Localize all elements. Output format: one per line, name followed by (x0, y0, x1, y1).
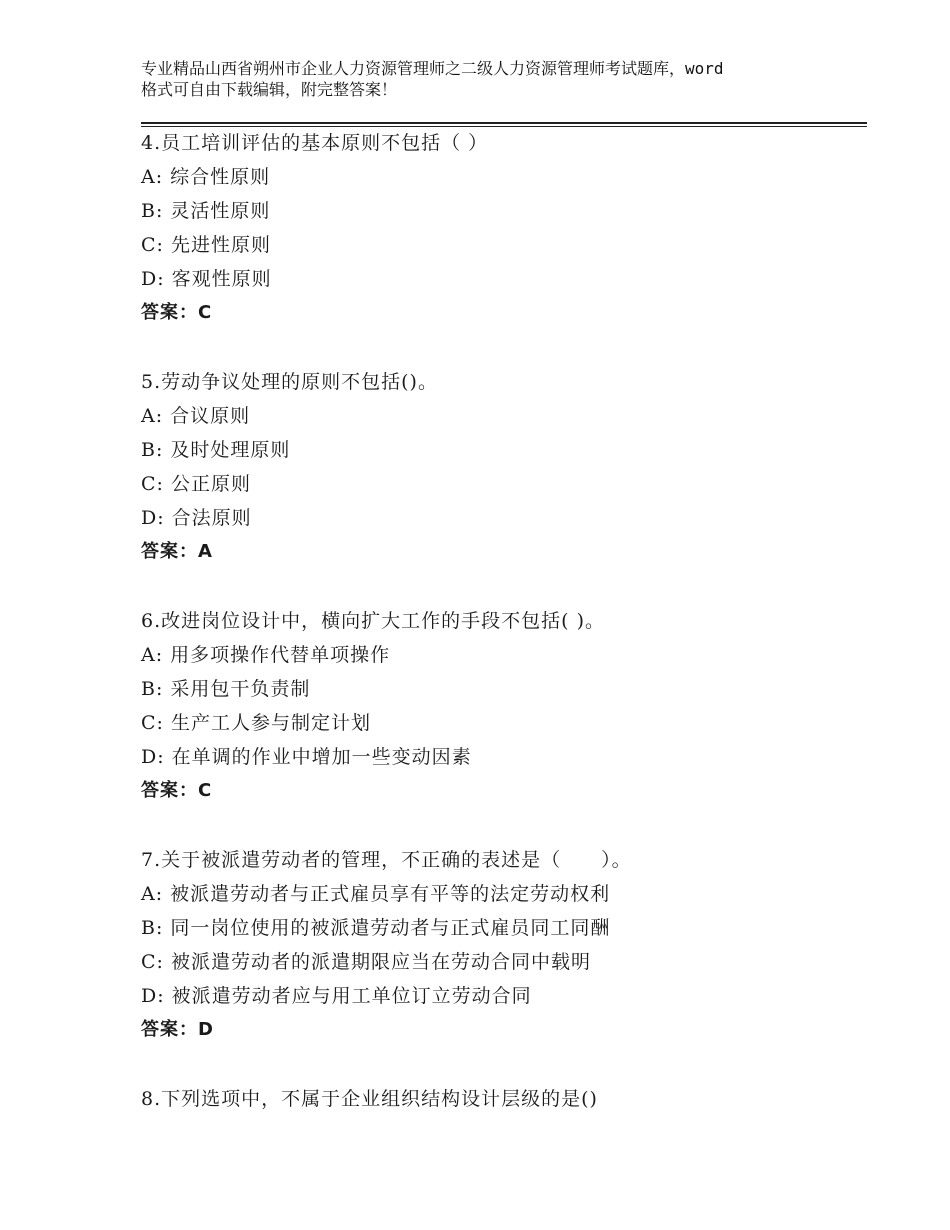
header-line-2: 格式可自由下载编辑，附完整答案！ (141, 80, 398, 99)
option-d: D: 在单调的作业中增加一些变动因素 (141, 746, 472, 768)
option-b: B: 采用包干负责制 (141, 678, 311, 700)
question-stem: 6.改进岗位设计中，横向扩大工作的手段不包括( )。 (141, 610, 605, 632)
question-stem: 7.关于被派遣劳动者的管理，不正确的表述是（ ）。 (141, 849, 632, 871)
question-5 (141, 365, 881, 569)
option-a: A: 用多项操作代替单项操作 (141, 644, 391, 666)
question-6 (141, 604, 881, 808)
option-d: D: 客观性原则 (141, 268, 272, 290)
question-stem: 8.下列选项中，不属于企业组织结构设计层级的是() (141, 1088, 598, 1110)
question-stem: 5.劳动争议处理的原则不包括()。 (141, 371, 438, 393)
question-8 (141, 1082, 881, 1116)
option-d: D: 合法原则 (141, 507, 252, 529)
option-a: A: 被派遣劳动者与正式雇员享有平等的法定劳动权利 (141, 883, 611, 905)
document-header (141, 58, 841, 100)
question-7 (141, 843, 881, 1047)
question-4 (141, 126, 881, 330)
option-b: B: 及时处理原则 (141, 439, 291, 461)
answer-label: 答案：C (141, 780, 213, 801)
header-line-1: 专业精品山西省朔州市企业人力资源管理师之二级人力资源管理师考试题库，word (141, 59, 724, 78)
header-rule-thick (141, 122, 867, 124)
option-b: B: 灵活性原则 (141, 200, 271, 222)
option-a: A: 综合性原则 (141, 166, 271, 188)
option-d: D: 被派遣劳动者应与用工单位订立劳动合同 (141, 985, 532, 1007)
option-c: C: 公正原则 (141, 473, 251, 495)
option-b: B: 同一岗位使用的被派遣劳动者与正式雇员同工同酬 (141, 917, 611, 939)
option-c: C: 先进性原则 (141, 234, 271, 256)
option-c: C: 被派遣劳动者的派遣期限应当在劳动合同中载明 (141, 951, 591, 973)
answer-label: 答案：C (141, 302, 213, 323)
option-a: A: 合议原则 (141, 405, 251, 427)
question-stem: 4.员工培训评估的基本原则不包括（ ） (141, 132, 489, 154)
option-c: C: 生产工人参与制定计划 (141, 712, 371, 734)
answer-label: 答案：A (141, 541, 213, 562)
answer-label: 答案：D (141, 1019, 214, 1040)
